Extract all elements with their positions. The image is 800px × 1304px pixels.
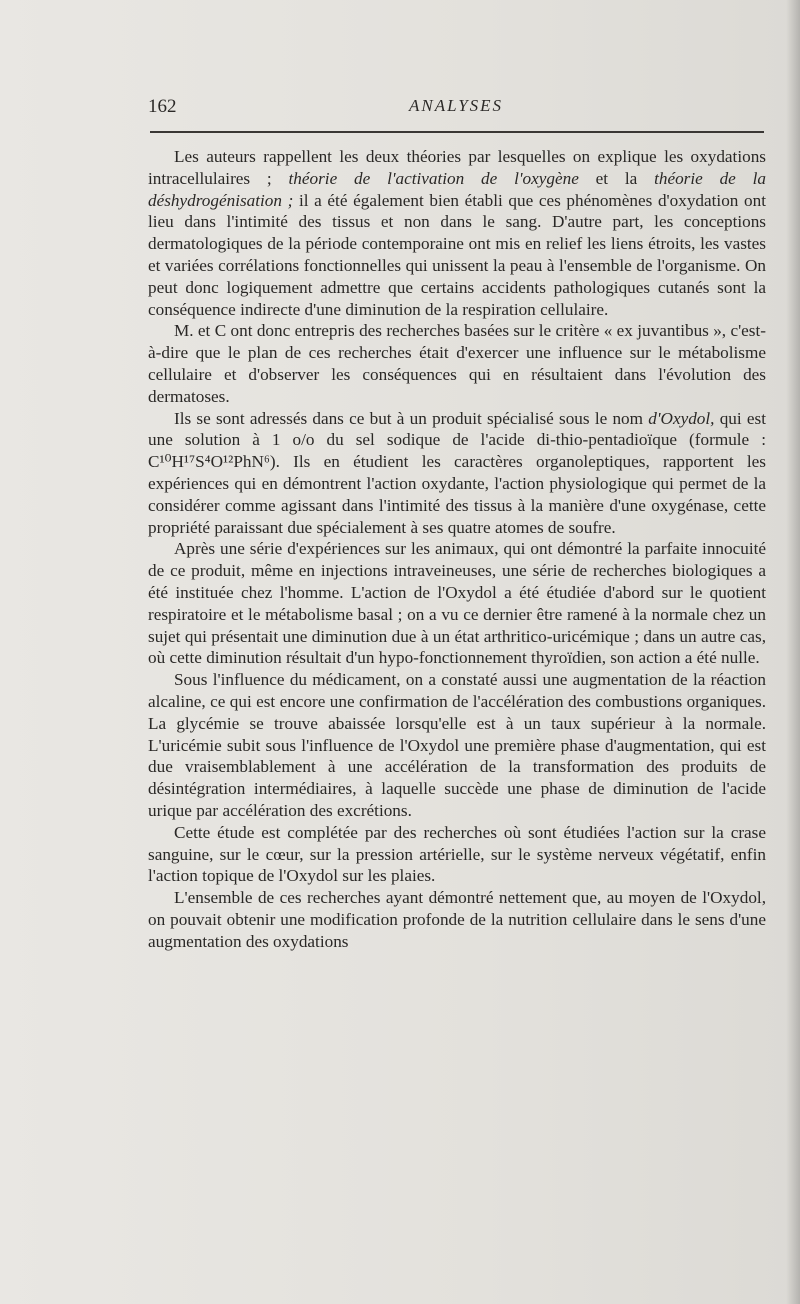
page-header [148, 96, 764, 126]
paragraph [148, 320, 766, 407]
italic-text: théorie de la déshydrogénisation ; [148, 168, 766, 210]
italic-text: d'Oxydol, [648, 408, 715, 428]
paragraph-text: Après une série d'expériences sur les animaux, qui ont démontré la parfaite innocuité de ce produit, même en injections intraveineuses, une série de recherches biologiques a été instituée chez l'homme. L'action de l'Oxydol a été étudiée d'abord sur le quotient respiratoire et le métabolisme basal ; on a vu ce dernier être ramené à la normale chez un sujet qui présentait une diminution due à un état arthritico-uricémique ; dans un autre cas, où cette diminution résultait d'un hypo-fonctionnement thyroïdien, son action a été nulle. [148, 539, 766, 668]
paragraph [148, 822, 766, 887]
paragraph [148, 408, 766, 539]
paragraph-text: Ils se sont adressés dans ce but à un produit spécialisé sous le nom [174, 408, 649, 428]
paragraph [148, 669, 766, 822]
paragraph-text: Sous l'influence du médicament, on a constaté aussi une augmentation de la réaction alcaline, ce qui est encore une confirmation de l'accélération des combustions organiques. La glycémie se trouve abaissée lorsqu'elle est à un taux supérieur à la normale. L'uricémie subit sous l'influence de l'Oxydol une première phase d'augmentation, qui est due vraisemblablement à une accélération de la transformation des produits de désintégration intermédiaires, à laquelle succède une phase de diminution de l'acide urique par accélération des excrétions. [148, 670, 766, 820]
header-rule [150, 131, 764, 133]
paragraph-text: L'ensemble de ces recherches ayant démontré nettement que, au moyen de l'Oxydol, on pouvait obtenir une modification profonde de la nutrition cellulaire dans le sens d'une augmentation des oxydations [148, 888, 766, 951]
paragraph-text: qui est une solution à 1 o/o du sel sodique de l'acide di-thio-pentadioïque (formule : C¹⁰H¹⁷S⁴O¹²PhN⁶). Ils en étudient les caractères organoleptiques, rapportent les expériences qui en démontrent l'action oxydante, l'action physiologique qui permet de la considérer comme agissant dans l'intimité des tissus à la manière d'une oxygénase, cette propriété paraissant due spécialement à ses quatre atomes de soufre. [148, 408, 766, 537]
paragraph [148, 887, 766, 952]
paragraph-text: Les auteurs rappellent les deux théories par lesquelles on explique les oxydations intracellulaires ; [148, 147, 766, 188]
paragraph [148, 146, 766, 320]
paragraph-text: et la [578, 168, 655, 188]
paragraph-text: il a été également bien établi que ces phénomènes d'oxydation ont lieu dans l'intimité des tissus et non dans le sang. D'autre part, les conceptions dermatologiques de la période contemporaine ont mis en relief les liens étroits, les vastes et variées corrélations fonctionnelles qui unissent la peau à l'ensemble de l'organisme. On peut donc logiquement admettre que certains accidents pathologiques cutanés sont la conséquence indirecte d'une diminution de la respiration cellulaire. [148, 190, 766, 319]
paragraph-text: M. et C ont donc entrepris des recherches basées sur le critère « ex juvantibus », c'est-à-dire que le plan de ces recherches était d'exercer une influence sur le métabolisme cellulaire et d'observer les conséquences qui en résultaient dans l'évolution des dermatoses. [148, 321, 766, 406]
page-number: 162 [148, 96, 177, 117]
page-edge-shadow [786, 0, 800, 1304]
body-text [148, 146, 766, 952]
paragraph [148, 538, 766, 669]
running-title: ANALYSES [408, 96, 504, 115]
paragraph-text: Cette étude est complétée par des recherches où sont étudiées l'action sur la crase sanguine, sur le cœur, sur la pression artérielle, sur le système nerveux végétatif, enfin l'action topique de l'Oxydol sur les plaies. [148, 822, 766, 886]
italic-text: théorie de l'activation de l'oxygène [288, 168, 579, 188]
